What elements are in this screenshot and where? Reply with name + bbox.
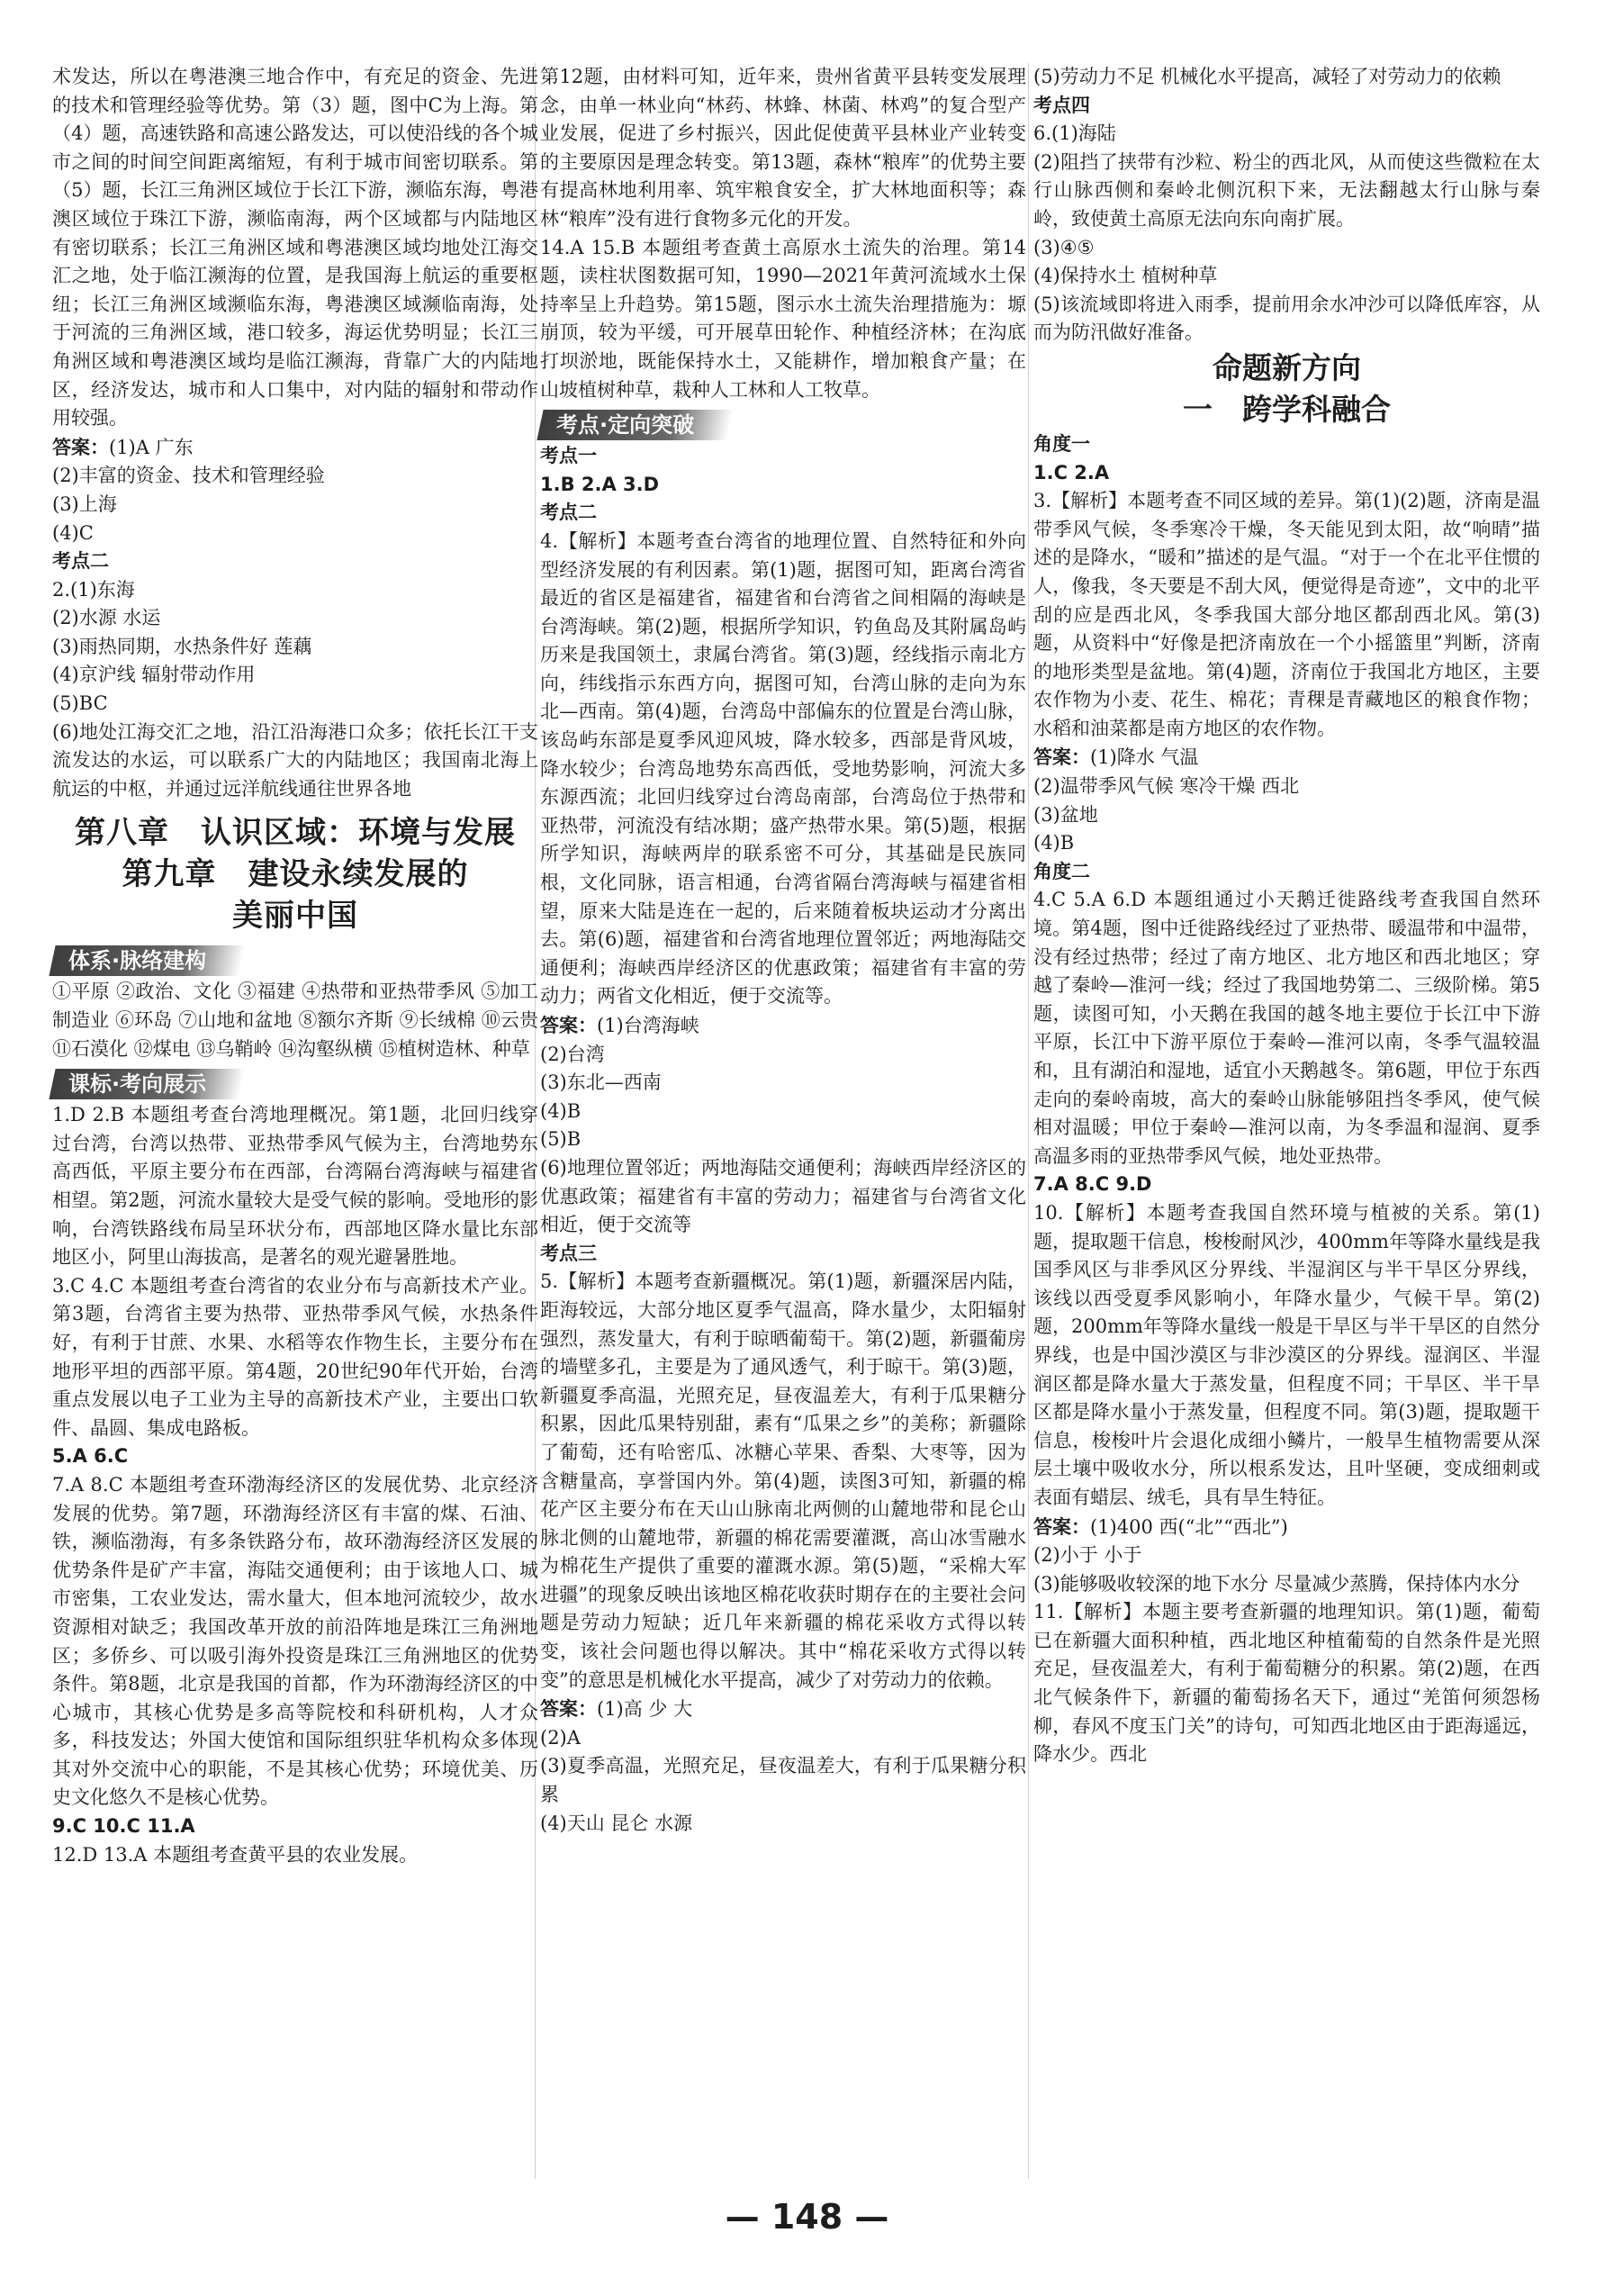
section-heading: 角度一 [1033, 432, 1090, 455]
answer-line: (2)A [540, 1726, 581, 1749]
answer-line: (2)温带季风气候 寒冷干燥 西北 [1033, 775, 1300, 798]
section-heading: 角度二 [1033, 860, 1090, 882]
section-heading: 考点二 [540, 502, 597, 524]
section-heading: 考点二 [52, 550, 109, 573]
section-heading: 考点四 [1033, 94, 1090, 116]
answer-line: (5)劳动力不足 机械化水平提高，减轻了对劳动力的依赖 [1033, 66, 1501, 87]
answer-line: (6)地处江海交汇之地，沿江沿海港口众多；依托长江干支流发达的水运，可以联系广大的内陆地区；我国南北海上航运的中枢，并通过远洋航线通往世界各地 [52, 720, 538, 800]
answer-line: 5.A 6.C [52, 1445, 129, 1468]
answer-line: (4)天山 昆仑 水源 [540, 1812, 693, 1834]
paragraph: 4.【解析】本题考查台湾省的地理位置、自然特征和外向型经济发展的有利因素。第(1)题，据图可知，距离台湾省最近的省区是福建省，福建省和台湾省之间相隔的海峡是台湾海峡。第(2)题，根据所学知识，钓鱼岛及其附属岛屿历来是我国领土，隶属台湾省。第(3)题，经线指示南北方向，纬线指示东西方向，据图可知，台湾山脉的走向为东北—西南。第(4)题，台湾岛中部偏东的位置是台湾山脉，该岛屿东部是夏季风迎风坡，降水较多，西部是背风坡，降水较少；台湾岛地势东高西低，受地势影响，河流大多东源西流；北回归线穿过台湾岛南部，台湾岛位于热带和亚热带，河流没有结冰期；盛产热带水果。第(5)题，根据所学知识，海峡两岸的联系密不可分，其基础是民族同根，文化同脉，语言相通，台湾省隔台湾海峡与福建省相望，原来大陆是连在一起的，后来随着板块运动才分离出去。第(6)题，福建省和台湾省地理位置邻近；两地海陆交通便利；海峡西岸经济区的优惠政策；福建省有丰富的劳动力；两省文化相近，便于交流等。 [540, 529, 1026, 1008]
paragraph: 11.【解析】本题主要考查新疆的地理知识。第(1)题，葡萄已在新疆大面积种植，西北地区种植葡萄的自然条件是光照充足，昼夜温差大，有利于葡萄糖分的积累。第(2)题，在西北气候条件下，新疆的葡萄扬名天下，通过“羌笛何须怨杨柳，春风不度玉门关”的诗句，可知西北地区由于距海遥远，降水少。西北 [1033, 1601, 1540, 1766]
column-1 [52, 63, 538, 1869]
topic-title: 命题新方向 一 跨学科融合 [1183, 349, 1391, 427]
paragraph: 1.D 2.B 本题组考查台湾地理概况。第1题，北回归线穿过台湾，台湾以热带、亚热带季风气候为主，台湾地势东高西低，平原主要分布在西部，台湾隔台湾海峡与福建省相望。第2题，河流水量较大是受气候的影响。受地形的影响，台湾铁路线布局呈环状分布，西部地区降水量比东部地区小，阿里山海拔高，是著名的观光避暑胜地。 [52, 1104, 538, 1269]
answer-line: (2)水源 水运 [52, 607, 161, 629]
answer-line: 答案：(1)降水 气温 [1033, 746, 1199, 769]
answer-line: (2)小于 小于 [1033, 1544, 1142, 1567]
paragraph: 3.【解析】本题考查不同区域的差异。第(1)(2)题，济南是温带季风气候，冬季寒冷干燥，冬天能见到太阳，故“响晴”描述的是降水，“暖和”描述的是气温。“对于一个在北平住惯的人，像我，冬天要是不刮大风，便觉得是奇迹”，文中的北平刮的应是西北风，冬季我国大部分地区都刮西北风。第(3)题，从资料中“好像是把济南放在一个小摇篮里”判断，济南的地形类型是盆地。第(4)题，济南位于我国北方地区，主要农作物为小麦、花生、棉花；青稞是青藏地区的粮食作物；水稻和油菜都是南方地区的农作物。 [1033, 490, 1540, 739]
column-3 [1033, 63, 1540, 1769]
answer-line: 答案：(1)台湾海峡 [540, 1014, 699, 1036]
section-banner: 考点·定向突破 [536, 410, 733, 440]
section-banner: 体系·脉络建构 [49, 945, 245, 976]
answer-line: (3)能够吸收较深的地下水分 尽量减少蒸腾，保持体内水分 [1033, 1572, 1520, 1595]
paragraph: 10.【解析】本题考查我国自然环境与植被的关系。第(1)题，提取题干信息，梭梭耐风沙，400mm年等降水量线是我国季风区与非季风区分界线、半湿润区与半干旱区分界线，该线以西受夏季风影响小，年降水量少，气候干旱。第(2)题，200mm年等降水量线一般是干旱区与半干旱区的自然分界线，也是中国沙漠区与非沙漠区的分界线。湿润区、半湿润区都是降水量大于蒸发量，但程度不同；干旱区、半干旱区都是降水量小于蒸发量，但程度不同。第(3)题，提取题干信息，梭梭叶片会退化成细小鳞片，一般旱生植物需要从深层土壤中吸收水分，所以根系发达，且叶坚硬，变成细刺或表面有蜡层、绒毛，具有旱生特征。 [1033, 1201, 1540, 1508]
section-banner: 课标·考向展示 [49, 1069, 245, 1099]
column-divider [1028, 63, 1029, 2179]
answer-line: (4)保持水土 植树种草 [1033, 265, 1218, 287]
answer-line: (2)丰富的资金、技术和管理经验 [52, 465, 325, 487]
paragraph: ①平原 ②政治、文化 ③福建 ④热带和亚热带季风 ⑤加工制造业 ⑥环岛 ⑦山地和盆地 ⑧额尔齐斯 ⑨长绒棉 ⑩云贵 ⑪石漠化 ⑫煤电 ⑬乌鞘岭 ⑭沟壑纵横 ⑮植树造林、种草 [52, 981, 538, 1060]
answer-line: (2)台湾 [540, 1043, 605, 1065]
answer-line: 7.A 8.C 9.D [1033, 1173, 1152, 1196]
paragraph: 3.C 4.C 本题组考查台湾省的农业分布与高新技术产业。第3题，台湾省主要为热带、亚热带季风气候，水热条件好，有利于甘蔗、水果、水稻等农作物生长，主要分布在地形平坦的西部平原。第4题，20世纪90年代开始，台湾重点发展以电子工业为主导的高新技术产业，主要出口软件、晶圆、集成电路板。 [52, 1274, 538, 1439]
answer-line: (3)雨热同期，水热条件好 莲藕 [52, 635, 312, 657]
paragraph: 7.A 8.C 本题组考查环渤海经济区的发展优势、北京经济发展的优势。第7题，环渤海经济区有丰富的煤、石油、铁，濒临渤海，有多条铁路分布，故环渤海经济区发展的优势条件是矿产丰富，海陆交通便利；由于该地人口、城市密集，工农业发达，需水量大，但本地河流较少，故水资源相对缺乏；我国改革开放的前沿阵地是珠江三角洲地区；多侨乡、可以吸引海外投资是珠江三角洲地区的优势条件。第8题，北京是我国的首都，作为环渤海经济区的中心城市，其核心优势是多高等院校和科研机构，人才众多，科技发达；外国大使馆和国际组织驻华机构众多体现其对外交流中心的职能，不是其核心优势；环境优美、历史文化悠久不是核心优势。 [52, 1473, 538, 1809]
answer-line: 2.(1)东海 [52, 578, 135, 601]
answer-line: 6.(1)海陆 [1033, 122, 1116, 145]
section-heading: 考点一 [540, 445, 597, 467]
answer-line: (3)盆地 [1033, 803, 1098, 826]
paragraph: 第12题，由材料可知，近年来，贵州省黄平县转变发展理念，由单一林业向“林药、林蜂、林菌、林鸡”的复合型产业发展，促进了乡村振兴，因此促使黄平县林业产业转变的主要原因是理念转变。第13题，森林“粮库”的优势主要有提高林地利用率、筑牢粮食安全，扩大林地面积等；森林“粮库”没有进行食物多元化的开发。 [540, 66, 1026, 230]
answer-label: 答案： [540, 1697, 597, 1721]
column-2 [540, 63, 1026, 1838]
answer-line: (5)BC [52, 692, 108, 715]
answer-line: (4)B [1033, 832, 1075, 854]
page-number: — 148 — [725, 2197, 889, 2237]
section-heading: 考点三 [540, 1242, 597, 1264]
answer-line: (4)京沪线 辐射带动作用 [52, 664, 256, 686]
answer-line: 1.C 2.A [1033, 461, 1110, 484]
paragraph: 12.D 13.A 本题组考查黄平县的农业发展。 [52, 1843, 419, 1866]
answer-line: 答案：(1)400 西(“北”“西北”) [1033, 1514, 1288, 1538]
paragraph: 4.C 5.A 6.D 本题组通过小天鹅迁徙路线考查我国自然环境。第4题，图中迁徙路线经过了亚热带、暖温带和中温带，没有经过热带；经过了南方地区、北方地区和西北地区；穿越了秦岭—淮河一线；经过了我国地势第二、三级阶梯。第5题，读图可知，小天鹅在我国的越冬地主要位于长江中下游平原，长江中下游平原位于秦岭—淮河以南，冬季气温较温和，且有湖泊和湿地，适宜小天鹅越冬。第6题，甲位于东西走向的秦岭南坡，高大的秦岭山脉能够阻挡冬季风，使气候相对温暖；甲位于秦岭—淮河以南，为冬季温和湿润、夏季高温多雨的亚热带季风气候，地处亚热带。 [1033, 889, 1540, 1167]
answer-line: 9.C 10.C 11.A [52, 1815, 195, 1838]
paragraph: 术发达，所以在粤港澳三地合作中，有充足的资金、先进的技术和管理经验等优势。第（3）题，图中C为上海。第（4）题，高速铁路和高速公路发达，可以使沿线的各个城市之间的时间空间距离缩短，有利于城市间密切联系。第（5）题，长江三角洲区域位于长江下游，濒临东海，粤港澳区域位于珠江下游，濒临南海，两个区域都与内陆地区有密切联系；长江三角洲区域和粤港澳区域均地处江海交汇之地，处于临江濒海的位置，是我国海上航运的重要枢纽；长江三角洲区域濒临东海，粤港澳区域濒临南海，处于河流的三角洲区域，港口较多，海运优势明显；长江三角洲区域和粤港澳区域均是临江濒海，背靠广大的内陆地区，经济发达，城市和人口集中，对内陆的辐射和带动作用较强。 [52, 66, 538, 429]
answer-line: (3)④⑤ [1033, 236, 1095, 258]
answer-label: 答案： [540, 1014, 597, 1036]
answer-label: 答案： [1033, 746, 1090, 769]
answer-line: (3)东北—西南 [540, 1071, 662, 1094]
answer-line: 1.B 2.A 3.D [540, 473, 660, 495]
answer-line: (3)夏季高温，光照充足，昼夜温差大，有利于瓜果糖分积累 [540, 1755, 1026, 1806]
answer-line: (2)阻挡了挟带有沙粒、粉尘的西北风，从而使这些微粒在太行山脉西侧和秦岭北侧沉积下来，无法翻越太行山脉与秦岭，致使黄土高原无法向东向南扩展。 [1033, 150, 1540, 230]
answer-label: 答案： [52, 435, 109, 458]
answer-line: (6)地理位置邻近；两地海陆交通便利；海峡西岸经济区的优惠政策；福建省有丰富的劳动力；福建省与台湾省文化相近，便于交流等 [540, 1156, 1026, 1236]
answer-line: (5)B [540, 1128, 582, 1151]
answer-line: (4)C [52, 521, 94, 544]
answer-line: 答案：(1)A 广东 [52, 435, 194, 458]
answer-label: 答案： [1033, 1514, 1090, 1538]
answer-line: (4)B [540, 1099, 582, 1122]
paragraph: 5.【解析】本题考查新疆概况。第(1)题，新疆深居内陆，距海较远，大部分地区夏季气温高，降水量少，太阳辐射强烈，蒸发量大，有利于晾晒葡萄干。第(2)题，新疆葡房的墙壁多孔，主要是为了通风透气，利于晾干。第(3)题，新疆夏季高温，光照充足，昼夜温差大，有利于瓜果糖分积累，因此瓜果特别甜，素有“瓜果之乡”的美称；新疆除了葡萄，还有哈密瓜、冰糖心苹果、香梨、大枣等，因为含糖量高，享誉国内外。第(4)题，读图3可知，新疆的棉花产区主要分布在天山山脉南北两侧的山麓地带和昆仑山脉北侧的山麓地带，新疆的棉花需要灌溉，高山冰雪融水为棉花生产提供了重要的灌溉水源。第(5)题，“采棉大军进疆”的现象反映出该地区棉花收获时期存在的主要社会问题是劳动力短缺；近几年来新疆的棉花采收方式得以转变，该社会问题也得以解决。其中“棉花采收方式得以转变”的意思是机械化水平提高，减少了对劳动力的依赖。 [540, 1270, 1026, 1691]
answer-line: (3)上海 [52, 493, 117, 515]
paragraph: 14.A 15.B 本题组考查黄土高原水土流失的治理。第14题，读柱状图数据可知，1990—2021年黄河流域水土保持率呈上升趋势。第15题，图示水土流失治理措施为：塬崩顶，较为平缓，可开展草田轮作、种植经济林；在沟底打坝淤地，既能保持水土，又能耕作，增加粮食产量；在山坡植树种草，栽种人工林和人工牧草。 [540, 236, 1026, 401]
chapter-title: 第八章 认识区域：环境与发展 第九章 建设永续发展的 美丽中国 [75, 815, 516, 935]
answer-line: 答案：(1)高 少 大 [540, 1697, 693, 1721]
answer-line: (5)该流域即将进入雨季，提前用余水冲沙可以降低库容，从而为防汛做好准备。 [1033, 293, 1540, 344]
